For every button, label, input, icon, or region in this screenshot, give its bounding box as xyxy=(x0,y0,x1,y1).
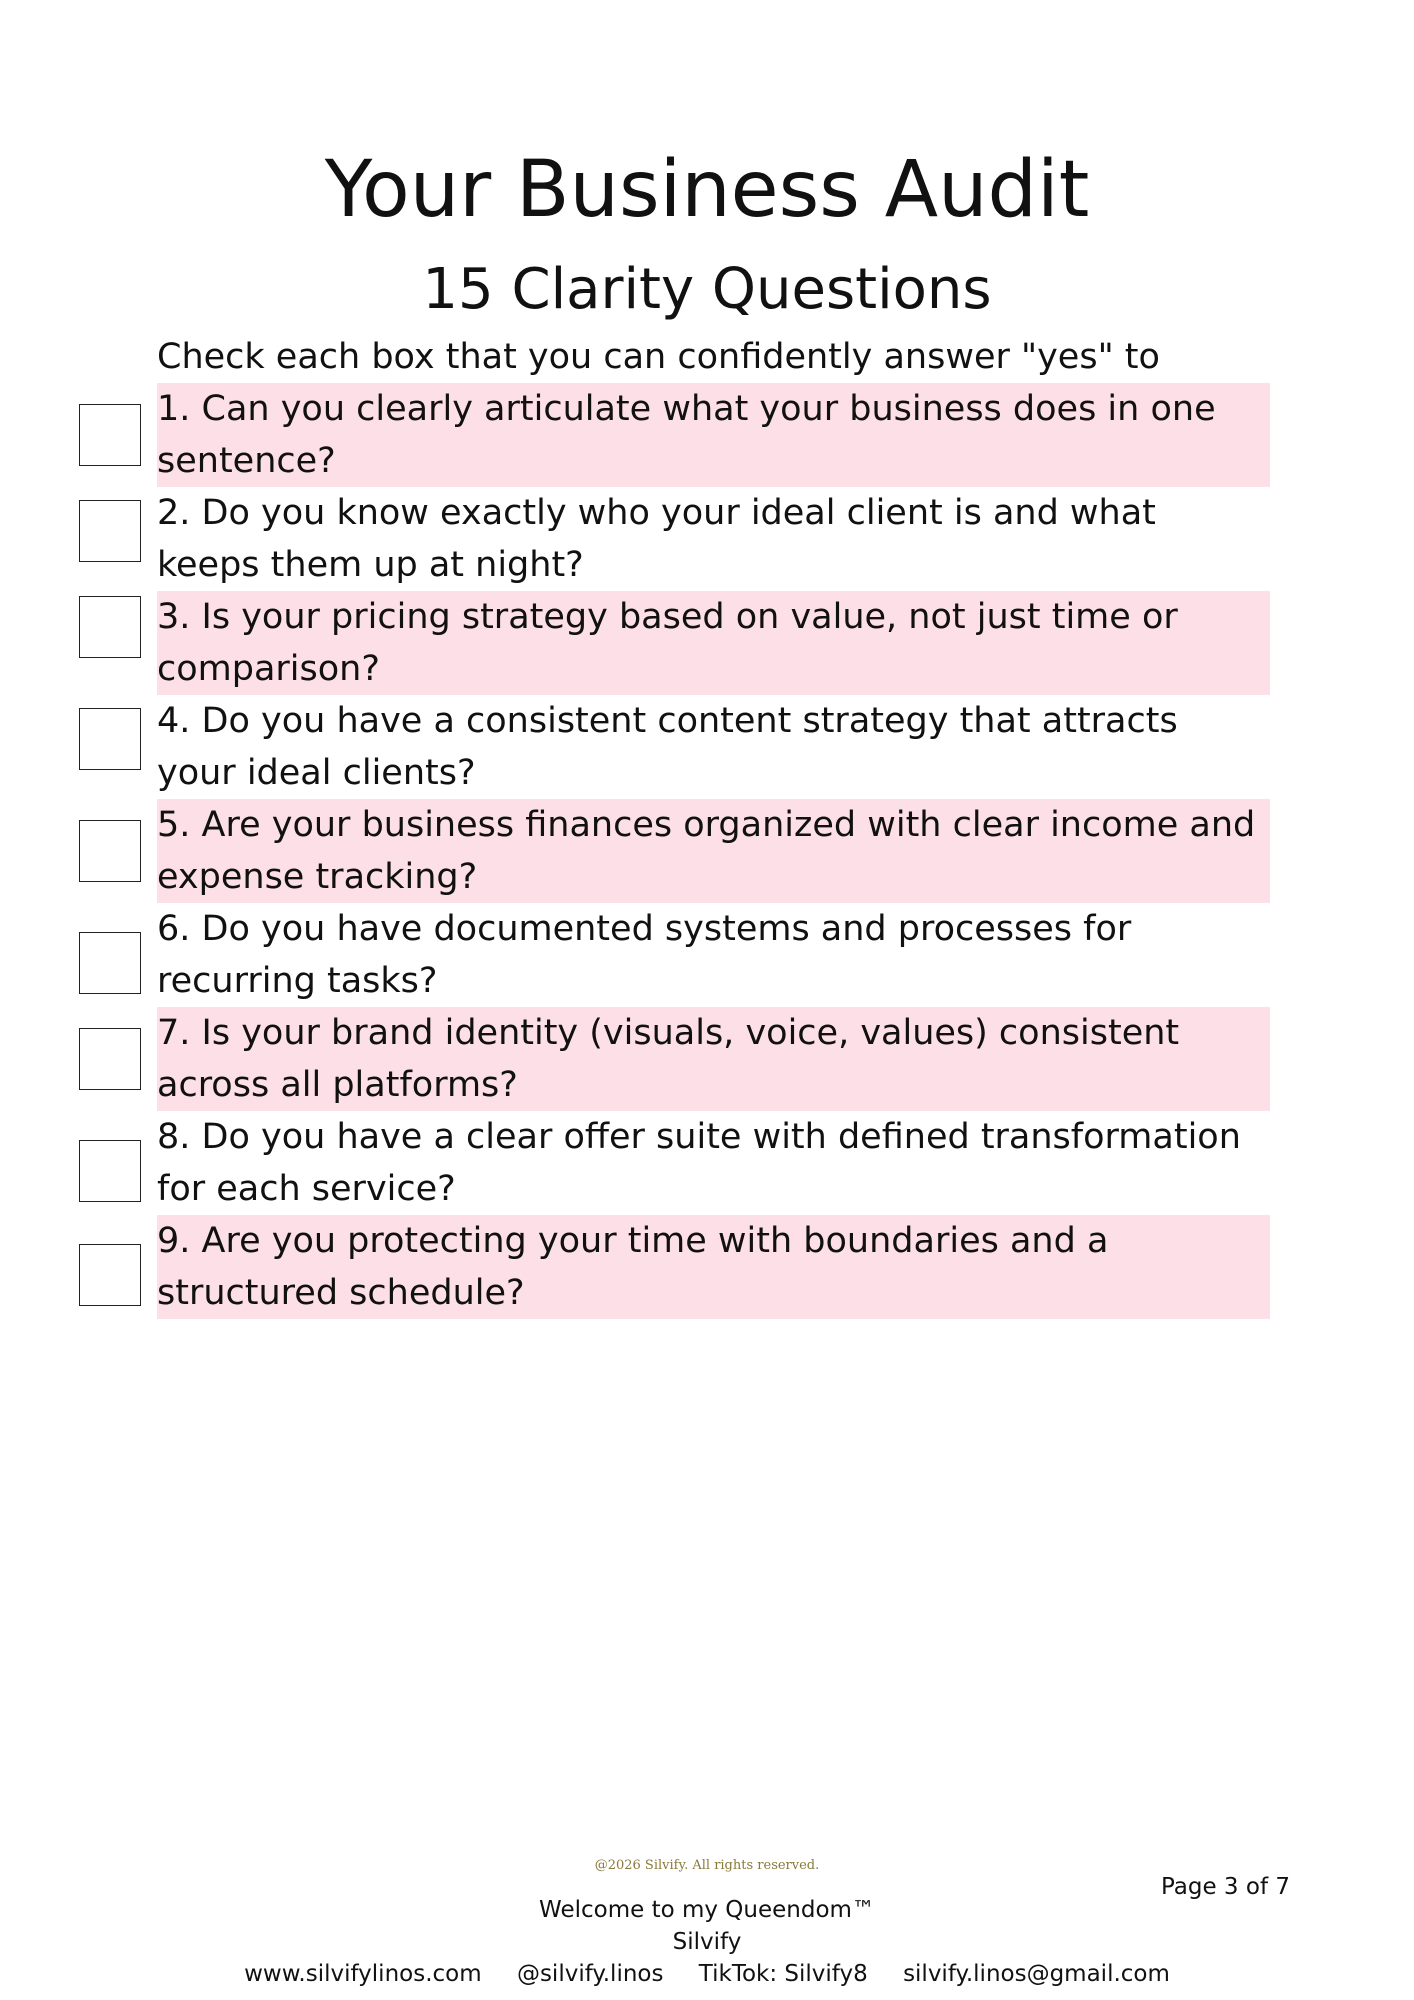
question-item-3 xyxy=(0,591,1414,695)
question-item-9 xyxy=(0,1215,1414,1319)
question-text-3: 3. Is your pricing strategy based on value, not just time or comparison? xyxy=(157,591,1270,695)
question-list xyxy=(0,383,1414,1319)
question-checkbox-4[interactable] xyxy=(79,708,141,770)
question-item-5 xyxy=(0,799,1414,903)
footer-brand: Silvify xyxy=(672,1929,742,1955)
question-checkbox-8[interactable] xyxy=(79,1140,141,1202)
question-text-4: 4. Do you have a consistent content strategy that attracts your ideal clients? xyxy=(157,701,1178,793)
question-item-4 xyxy=(0,695,1414,799)
question-checkbox-2[interactable] xyxy=(79,500,141,562)
tiktok-link[interactable]: TikTok: Silvify8 xyxy=(698,1961,868,1987)
page-title: Your Business Audit xyxy=(324,145,1090,235)
question-checkbox-1[interactable] xyxy=(79,404,141,466)
question-item-2 xyxy=(0,487,1414,591)
instagram-link[interactable]: @silvify.linos xyxy=(516,1961,664,1987)
question-text-2: 2. Do you know exactly who your ideal client is and what keeps them up at night? xyxy=(157,493,1156,585)
question-checkbox-9[interactable] xyxy=(79,1244,141,1306)
footer-links xyxy=(0,1958,1414,1990)
email-link[interactable]: silvify.linos@gmail.com xyxy=(903,1961,1170,1987)
question-checkbox-3[interactable] xyxy=(79,596,141,658)
website-link[interactable]: www.silvifylinos.com xyxy=(244,1961,482,1987)
question-text-6: 6. Do you have documented systems and processes for recurring tasks? xyxy=(157,909,1132,1001)
question-text-1: 1. Can you clearly articulate what your business does in one sentence? xyxy=(157,383,1270,487)
question-item-8 xyxy=(0,1111,1414,1215)
page-subtitle: 15 Clarity Questions xyxy=(422,257,992,322)
question-checkbox-5[interactable] xyxy=(79,820,141,882)
question-text-8: 8. Do you have a clear offer suite with defined transformation for each service? xyxy=(157,1117,1241,1209)
footer-welcome: Welcome to my Queendom™ xyxy=(539,1897,875,1923)
question-checkbox-7[interactable] xyxy=(79,1028,141,1090)
question-text-7: 7. Is your brand identity (visuals, voice, values) consistent across all platforms? xyxy=(157,1007,1270,1111)
question-text-5: 5. Are your business finances organized with clear income and expense tracking? xyxy=(157,799,1270,903)
copyright-notice: @2026 Silvify. All rights reserved. xyxy=(594,1858,820,1873)
question-text-9: 9. Are you protecting your time with boundaries and a structured schedule? xyxy=(157,1215,1270,1319)
instruction-text: Check each box that you can confidently answer "yes" to xyxy=(157,337,1160,377)
page-number: Page 3 of 7 xyxy=(1160,1874,1290,1900)
question-item-7 xyxy=(0,1007,1414,1111)
question-checkbox-6[interactable] xyxy=(79,932,141,994)
question-item-1 xyxy=(0,383,1414,487)
question-item-6 xyxy=(0,903,1414,1007)
